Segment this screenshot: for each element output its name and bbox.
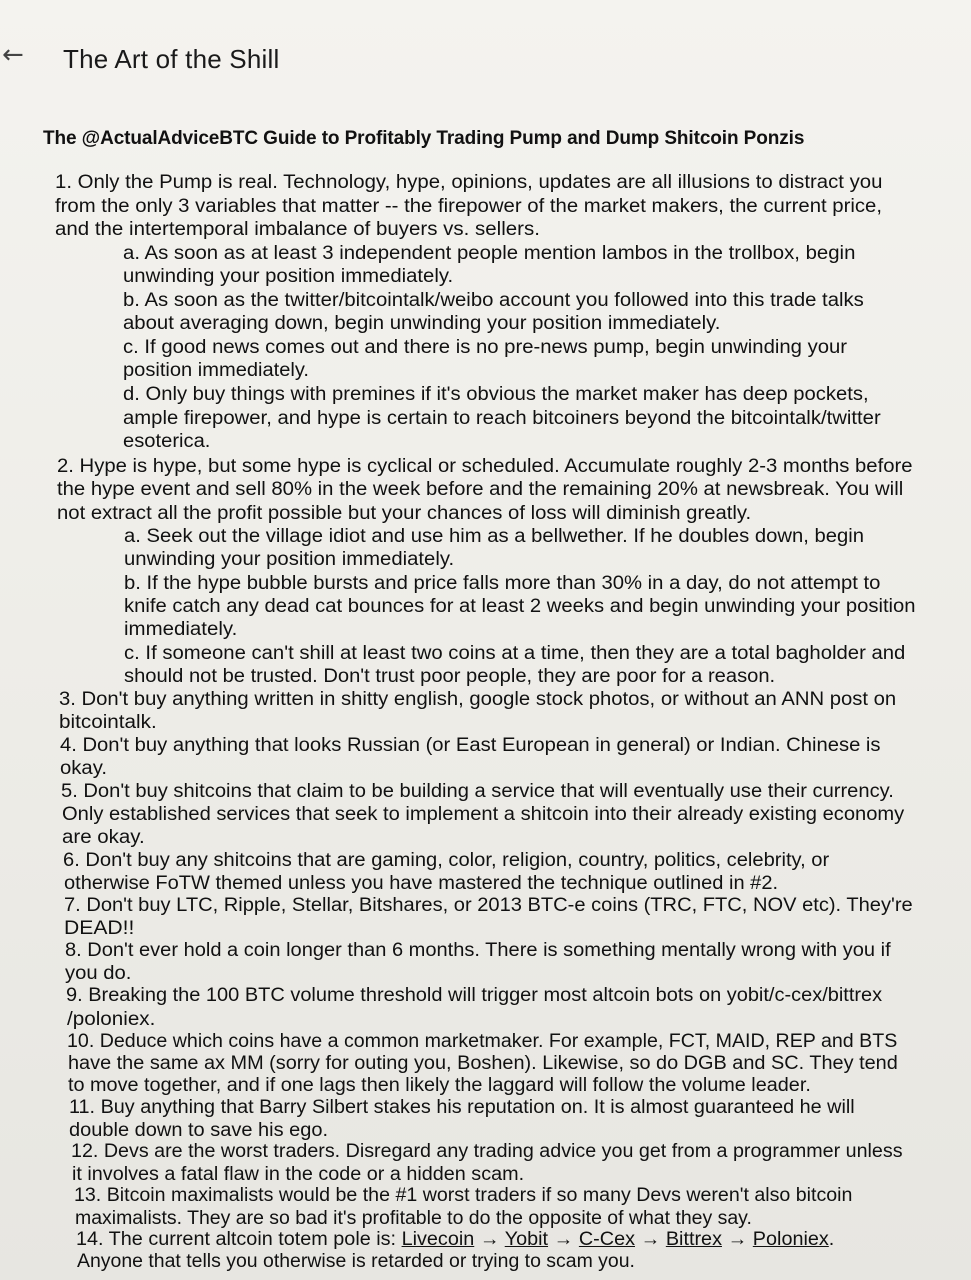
arrow-icon: → <box>474 1229 505 1250</box>
document-line: 7. Don't buy LTC, Ripple, Stellar, Bitshares, or 2013 BTC-e coins (TRC, FTC, NOV etc). They're <box>64 895 913 916</box>
arrow-icon: → <box>635 1229 666 1250</box>
document-line: c. If good news comes out and there is no pre-news pump, begin unwinding your <box>123 337 848 358</box>
document-line: otherwise FoTW themed unless you have mastered the technique outlined in #2. <box>64 873 779 894</box>
document-heading: The @ActualAdviceBTC Guide to Profitably Trading Pump and Dump Shitcoin Ponzis <box>43 128 805 149</box>
document-line: a. Seek out the village idiot and use him as a bellwether. If he doubles down, begin <box>124 526 864 547</box>
document-line: DEAD!! <box>64 918 135 939</box>
document-line: should not be trusted. Don't trust poor people, they are poor for a reason. <box>124 666 776 687</box>
document-line: d. Only buy things with premines if it's obvious the market maker has deep pockets, <box>123 384 869 405</box>
exchange-link[interactable]: Livecoin <box>401 1229 475 1250</box>
page-title: The Art of the Shill <box>63 44 280 74</box>
document-line: it involves a fatal flaw in the code or a hidden scam. <box>72 1164 525 1185</box>
totem-line <box>76 1230 834 1249</box>
exchange-link[interactable]: Bittrex <box>665 1229 722 1250</box>
closing-line: Anyone that tells you otherwise is retarded or trying to scam you. <box>77 1251 635 1272</box>
document-line: 11. Buy anything that Barry Silbert stakes his reputation on. It is almost guaranteed he will <box>69 1097 855 1118</box>
arrow-icon: → <box>721 1229 753 1250</box>
document-line: 4. Don't buy anything that looks Russian (or East European in general) or Indian. Chinese is <box>60 735 881 756</box>
document-line: a. As soon as at least 3 independent people mention lambos in the trollbox, begin <box>123 243 856 264</box>
document-line: have the same ax MM (sorry for outing you, Boshen). Likewise, so do DGB and SC. They tend <box>68 1053 898 1074</box>
arrow-icon: → <box>548 1229 579 1250</box>
document-line: knife catch any dead cat bounces for at least 2 weeks and begin unwinding your position <box>124 596 916 617</box>
document-line: immediately. <box>124 619 238 640</box>
document-line: 12. Devs are the worst traders. Disregard any trading advice you get from a programmer unless <box>71 1141 903 1162</box>
document-line: unwinding your position immediately. <box>123 266 454 287</box>
exchange-link[interactable]: C-Cex <box>578 1229 636 1250</box>
document-line: 5. Don't buy shitcoins that claim to be building a service that will eventually use their currency. <box>61 781 894 802</box>
document-line: 9. Breaking the 100 BTC volume threshold will trigger most altcoin bots on yobit/c-cex/bittrex <box>66 985 883 1006</box>
document-line: not extract all the profit possible but your chances of loss will diminish greatly. <box>57 503 752 524</box>
document-line: 6. Don't buy any shitcoins that are gaming, color, religion, country, politics, celebrity, or <box>63 850 830 871</box>
document-line: are okay. <box>62 827 145 848</box>
document-line: bitcointalk. <box>59 712 157 733</box>
document-line: Only established services that seek to implement a shitcoin into their already existing economy <box>62 804 905 825</box>
document-line: from the only 3 variables that matter -- the firepower of the market makers, the current price, <box>55 196 883 217</box>
totem-suffix: . <box>828 1229 835 1250</box>
left-arrow-icon[interactable]: ← <box>2 40 24 70</box>
document-line: the hype event and sell 80% in the week before and the remaining 20% at newsbreak. You will <box>57 479 904 500</box>
document-line: to move together, and if one lags then likely the laggard will follow the volume leader. <box>68 1075 811 1096</box>
document-line: unwinding your position immediately. <box>124 549 455 570</box>
document-line: position immediately. <box>123 360 310 381</box>
document-line: 13. Bitcoin maximalists would be the #1 worst traders if so many Devs weren't also bitcoin <box>74 1185 853 1206</box>
document-line: okay. <box>60 758 108 779</box>
exchange-link[interactable]: Poloniex <box>752 1229 829 1250</box>
document-line: b. If the hype bubble bursts and price falls more than 30% in a day, do not attempt to <box>124 573 881 594</box>
document-line: maximalists. They are so bad it's profitable to do the opposite of what they say. <box>75 1208 752 1229</box>
totem-prefix: 14. The current altcoin totem pole is: <box>76 1229 402 1250</box>
document-line: double down to save his ego. <box>69 1120 329 1141</box>
document-line: and the intertemporal imbalance of buyers vs. sellers. <box>55 219 540 240</box>
document-line: /poloniex. <box>67 1009 156 1030</box>
document-line: 10. Deduce which coins have a common marketmaker. For example, FCT, MAID, REP and BTS <box>67 1031 898 1052</box>
totem-exchanges <box>402 1229 829 1250</box>
exchange-link[interactable]: Yobit <box>504 1229 549 1250</box>
document-line: 2. Hype is hype, but some hype is cyclical or scheduled. Accumulate roughly 2-3 months before <box>57 456 913 477</box>
document-line: esoterica. <box>123 431 211 452</box>
document-line: 8. Don't ever hold a coin longer than 6 months. There is something mentally wrong with you if <box>65 940 891 961</box>
document-line: b. As soon as the twitter/bitcointalk/weibo account you followed into this trade talks <box>123 290 864 311</box>
document-line: 3. Don't buy anything written in shitty english, google stock photos, or without an ANN post on <box>59 689 897 710</box>
document-line: 1. Only the Pump is real. Technology, hype, opinions, updates are all illusions to distract you <box>55 172 883 193</box>
document-line: about averaging down, begin unwinding your position immediately. <box>123 313 721 334</box>
document-line: c. If someone can't shill at least two coins at a time, then they are a total bagholder and <box>124 643 906 664</box>
document-line: you do. <box>65 963 132 984</box>
document-line: ample firepower, and hype is certain to reach bitcoiners beyond the bitcointalk/twitter <box>123 408 881 429</box>
